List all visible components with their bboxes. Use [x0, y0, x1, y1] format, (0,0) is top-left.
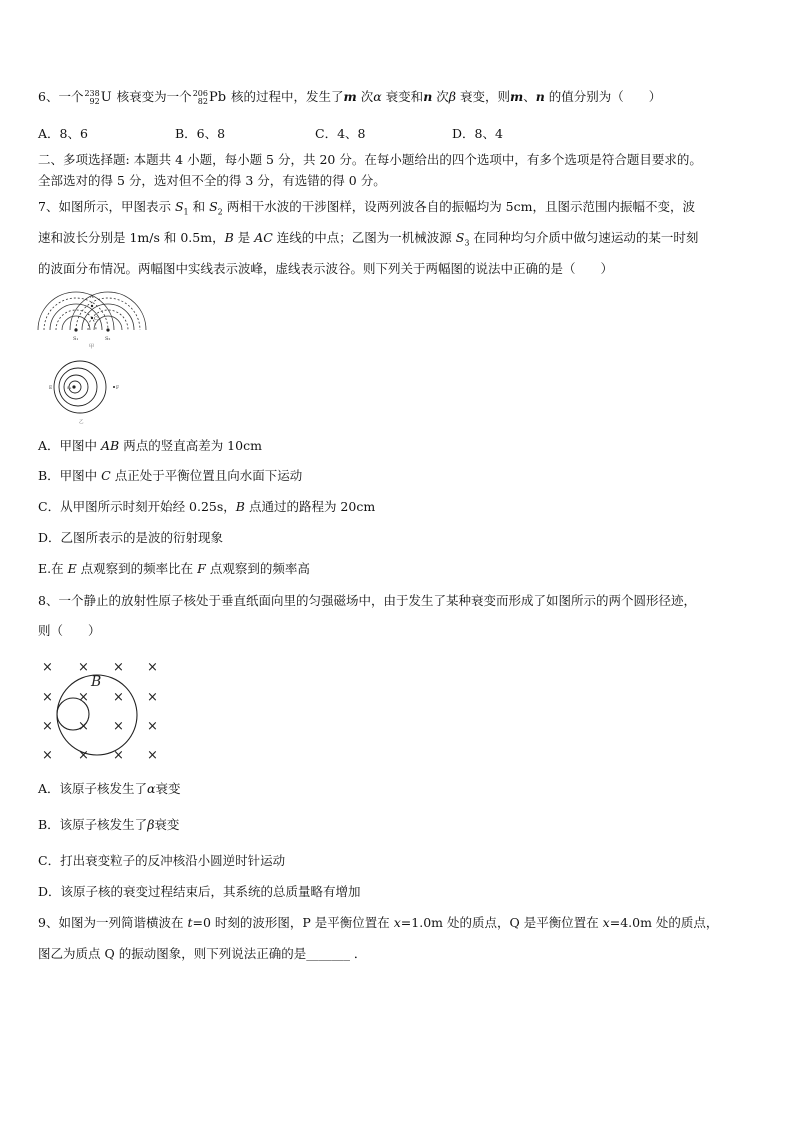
cross-mark: ×: [147, 660, 158, 675]
label-s1: S₁: [73, 336, 79, 342]
q6-option-a[interactable]: A．8、6: [38, 126, 88, 141]
cross-mark: ×: [113, 748, 124, 763]
cross-mark: ×: [113, 660, 124, 675]
section2-line1: 二、多项选择题: 本题共 4 小题，每小题 5 分，共 20 分。在每小题给出的四个选项中，有多个选项是符合题目要求的。: [38, 152, 702, 167]
cross-mark: ×: [42, 690, 53, 705]
q7-option-b[interactable]: B．甲图中 C 点正处于平衡位置且向水面下运动: [38, 468, 303, 483]
q7-option-c[interactable]: C．从甲图所示时刻开始经 0.25s，B 点通过的路程为 20cm: [38, 499, 376, 514]
q9-stem-line1: 9、如图为一列简谐横波在 t=0 时刻的波形图，P 是平衡位置在 x=1.0m 处的质点，Q 是平衡位置在 x=4.0m 处的质点，: [38, 915, 719, 930]
q6-option-c[interactable]: C．4、8: [315, 126, 366, 141]
label-f: F: [116, 386, 120, 391]
magnetic-field-figure: [38, 654, 166, 764]
cross-mark: ×: [113, 719, 124, 734]
moving-source-figure: [48, 356, 128, 426]
cross-mark: ×: [78, 748, 89, 763]
uranium-nuclide: 238 92 U: [84, 88, 112, 106]
label-s2: S₂: [105, 336, 111, 342]
cross-mark: ×: [147, 719, 158, 734]
cross-mark: ×: [147, 748, 158, 763]
q8-stem-line1: 8、一个静止的放射性原子核处于垂直纸面向里的匀强磁场中，由于发生了某种衰变而形成了如图所示的两个圆形径迹，: [38, 593, 696, 608]
cross-mark: ×: [78, 690, 89, 705]
cross-mark: ×: [113, 690, 124, 705]
cross-mark: ×: [78, 660, 89, 675]
source-s2-dot: [106, 328, 109, 331]
source-s1-dot: [74, 328, 77, 331]
q8-option-a[interactable]: A．该原子核发生了α衰变: [38, 781, 181, 796]
q8-stem-line2: 则（ ）: [38, 623, 101, 638]
q6-option-d[interactable]: D．8、4: [452, 126, 503, 141]
q7-stem-line3: 的波面分布情况。两幅图中实线表示波峰，虚线表示波谷。则下列关于两幅图的说法中正确的是（ ）: [38, 261, 614, 276]
q7-option-e[interactable]: E.在 E 点观察到的频率比在 F 点观察到的频率高: [38, 561, 310, 576]
cross-mark: ×: [42, 660, 53, 675]
q9-stem-line2: 图乙为质点 Q 的振动图象，则下列说法正确的是_______ ．: [38, 946, 367, 961]
section2-line2: 全部选对的得 5 分，选对但不全的得 3 分，有选错的得 0 分。: [38, 173, 386, 188]
cross-mark: ×: [78, 719, 89, 734]
q6-stem: 6、一个 238 92 U 核衰变为一个 206 82 Pb 核的过程中，发生了m 次α 衰变和n 次β 衰变，则m、n 的值分别为（ ）: [38, 88, 662, 106]
q8-option-b[interactable]: B．该原子核发生了β衰变: [38, 817, 180, 832]
q6-option-b[interactable]: B．6、8: [175, 126, 226, 141]
q7-option-d[interactable]: D．乙图所表示的是波的衍射现象: [38, 530, 224, 545]
lead-nuclide: 206 82 Pb: [192, 88, 227, 106]
label-s3: S₃: [67, 385, 72, 390]
interference-figure: [36, 288, 148, 350]
label-a: A: [90, 294, 94, 300]
cross-mark: ×: [42, 719, 53, 734]
small-track: [57, 698, 89, 730]
label-c: C: [94, 316, 98, 322]
field-label: B: [91, 674, 102, 690]
fig1-caption: 甲: [89, 344, 95, 350]
q8-option-c[interactable]: C．打出衰变粒子的反冲核沿小圆逆时针运动: [38, 853, 286, 868]
fig2-caption: 乙: [79, 420, 84, 425]
q7-option-a[interactable]: A．甲图中 AB 两点的竖直高差为 10cm: [38, 438, 262, 453]
label-e: E: [49, 386, 53, 391]
cross-mark: ×: [42, 748, 53, 763]
cross-mark: ×: [147, 690, 158, 705]
source-s3-dot: [72, 385, 75, 388]
q6-options: [38, 125, 503, 143]
q8-option-d[interactable]: D．该原子核的衰变过程结束后，其系统的总质量略有增加: [38, 884, 361, 899]
q7-stem-line2: 速和波长分别是 1m/s 和 0.5m，B 是 AC 连线的中点；乙图为一机械波源 $S_3$ 在同种均匀介质中做匀速运动的某一时刻: [38, 230, 699, 248]
q7-stem-line1: 7、如图所示，甲图表示 $S_1$ 和 $S_2$ 两相干水波的干涉图样，设两列波各自的振幅均为 5cm，且图示范围内振幅不变，波: [38, 199, 695, 217]
